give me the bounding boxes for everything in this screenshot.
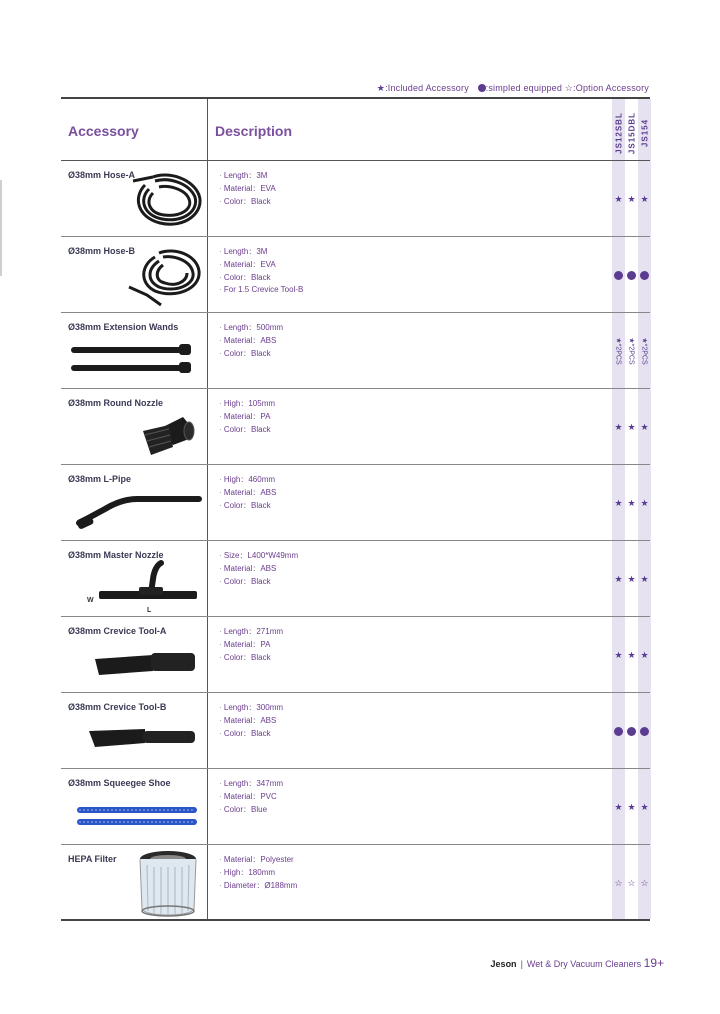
included-star-icon: ★ (614, 649, 623, 660)
extension-wands-image (69, 343, 195, 377)
included-star-icon: ★ (627, 649, 636, 660)
legend-included: Included Accessory (387, 83, 469, 93)
included-star-icon: ★*2PCS (614, 337, 622, 365)
included-star-icon: ★ (640, 193, 649, 204)
included-star-icon: ★ (627, 801, 636, 812)
table-row (61, 389, 650, 465)
width-label: W (87, 597, 94, 604)
spec-list: · Length：300mm · Material：ABS · Color：Black (219, 702, 283, 740)
model-header: JS15DBL (627, 111, 636, 155)
brand-name: Jeson (490, 959, 517, 969)
accessory-name: Ø38mm Hose-A (68, 170, 136, 180)
spec-list: · Length：3M · Material：EVA · Color：Black · For 1.5 Crevice Tool-B (219, 246, 303, 297)
legend-simpled: simpled equipped (488, 83, 563, 93)
spec-list: · Material：Polyester · High：180mm · Diameter：Ø188mm (219, 854, 297, 892)
spec-list: · Length：347mm · Material：PVC · Color：Blue (219, 778, 283, 816)
included-star-icon: ★ (627, 421, 636, 432)
spec-list: · High：105mm · Material：PA · Color：Black (219, 398, 275, 436)
accessory-name: Ø38mm Squeegee Shoe (68, 778, 171, 788)
hose-b-image (125, 243, 207, 309)
table-header (61, 99, 650, 161)
table-row (61, 313, 650, 389)
master-nozzle-image (95, 559, 199, 607)
table-row (61, 693, 650, 769)
accessory-name: HEPA Filter (68, 854, 117, 864)
included-star-icon: ★*2PCS (627, 337, 635, 365)
included-star-icon: ★ (640, 801, 649, 812)
model-header: JS154 (640, 118, 649, 148)
accessory-name: Ø38mm Crevice Tool-B (68, 702, 167, 712)
accessory-name: Ø38mm Round Nozzle (68, 398, 164, 408)
table-row (61, 161, 650, 237)
table-row (61, 465, 650, 541)
page-footer (491, 956, 664, 970)
footer-separator: | (520, 959, 523, 969)
footer-title: Wet & Dry Vacuum Cleaners (526, 959, 642, 969)
legend-option: Option Accessory (575, 83, 649, 93)
hepa-filter-image (137, 849, 199, 919)
equipped-dot-icon (625, 693, 638, 769)
star-icon: ★ (376, 83, 386, 93)
included-star-icon: ★ (627, 193, 636, 204)
spec-list: · Size：L400*W49mm · Material：ABS · Color：Black (219, 550, 298, 588)
squeegee-shoe-image (75, 805, 199, 829)
accessory-name: Ø38mm Hose-B (68, 246, 136, 256)
dot-icon (478, 84, 486, 92)
included-star-icon: ★ (627, 497, 636, 508)
included-star-icon: ★ (640, 421, 649, 432)
equipped-dot-icon (625, 237, 638, 313)
length-label: L (147, 607, 152, 614)
legend: ★:Included Accessory :simpled equipped ☆:Option Accessory (376, 83, 649, 93)
accessory-name: Ø38mm Extension Wands (68, 322, 179, 332)
model-header: JS12SBL (614, 112, 623, 154)
page-edge-mark (0, 180, 2, 276)
spec-list: · Length：3M · Material：EVA · Color：Black (219, 170, 276, 208)
included-star-icon: ★ (627, 573, 636, 584)
table-row (61, 237, 650, 313)
included-star-icon: ★ (614, 497, 623, 508)
included-star-icon: ★ (640, 573, 649, 584)
included-star-icon: ★ (614, 193, 623, 204)
header-accessory: Accessory (68, 123, 139, 139)
spec-list: · High：460mm · Material：ABS · Color：Black (219, 474, 276, 512)
included-star-icon: ★ (614, 573, 623, 584)
outline-star-icon: ☆ (564, 83, 574, 93)
included-star-icon: ★ (614, 421, 623, 432)
header-description: Description (215, 123, 293, 139)
table-row (61, 845, 650, 921)
page-number: 19+ (643, 956, 664, 970)
hose-a-image (125, 167, 207, 231)
included-star-icon: ★*2PCS (640, 337, 648, 365)
table-row (61, 617, 650, 693)
equipped-dot-icon (612, 693, 625, 769)
accessory-name: Ø38mm Master Nozzle (68, 550, 164, 560)
equipped-dot-icon (612, 237, 625, 313)
equipped-dot-icon (638, 237, 651, 313)
accessory-name: Ø38mm L-Pipe (68, 474, 132, 484)
option-star-icon: ☆ (640, 877, 649, 888)
table-row (61, 541, 650, 617)
spec-list: · Length：500mm · Material：ABS · Color：Black (219, 322, 283, 360)
included-star-icon: ★ (640, 649, 649, 660)
included-star-icon: ★ (640, 497, 649, 508)
option-star-icon: ☆ (627, 877, 636, 888)
round-nozzle-image (139, 411, 197, 461)
accessory-name: Ø38mm Crevice Tool-A (68, 626, 167, 636)
included-star-icon: ★ (614, 801, 623, 812)
accessory-table (61, 97, 650, 921)
l-pipe-image (75, 489, 203, 529)
spec-list: · Length：271mm · Material：PA · Color：Black (219, 626, 283, 664)
table-row (61, 769, 650, 845)
equipped-dot-icon (638, 693, 651, 769)
option-star-icon: ☆ (614, 877, 623, 888)
crevice-tool-a-image (93, 649, 199, 679)
crevice-tool-b-image (87, 723, 199, 751)
